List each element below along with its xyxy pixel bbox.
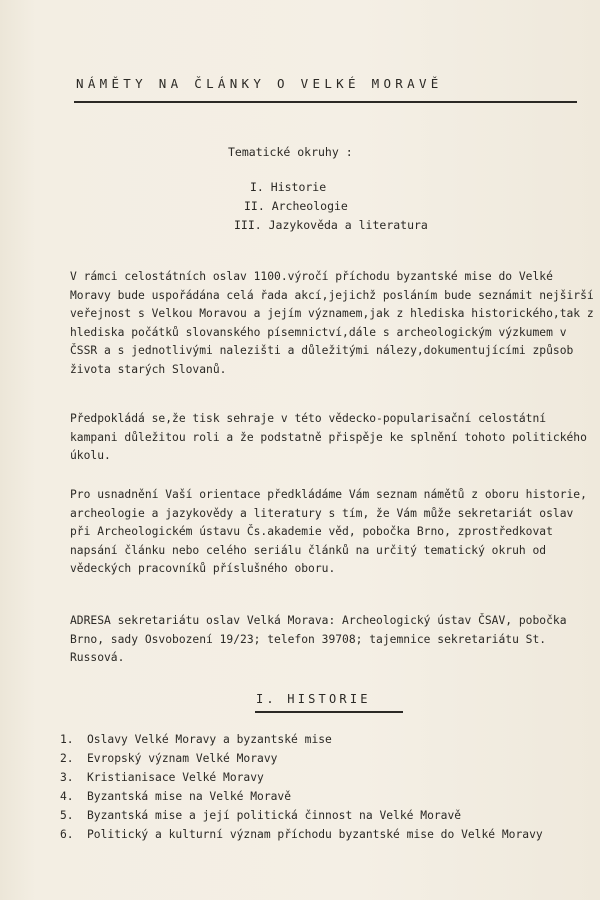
list-item-text: Evropský význam Velké Moravy — [87, 752, 278, 765]
list-item-number: 5. — [60, 809, 74, 822]
list-item — [60, 749, 590, 768]
document-title: NÁMĚTY NA ČLÁNKY O VELKÉ MORAVĚ — [76, 76, 443, 91]
list-item-number: 2. — [60, 752, 74, 765]
list-item-text: Byzantská mise a její politická činnost na Velké Moravě — [87, 809, 462, 822]
list-item-text: Politický a kulturní význam příchodu byzantské mise do Velké Moravy — [87, 828, 543, 841]
list-item-number: 6. — [60, 828, 74, 841]
list-item-text: Kristianisace Velké Moravy — [87, 771, 264, 784]
topic-item: I. Historie — [250, 180, 327, 194]
list-item — [60, 825, 590, 844]
topic-item: III. Jazykověda a literatura — [234, 218, 428, 232]
section-title: I. HISTORIE — [256, 692, 371, 706]
list-item — [60, 787, 590, 806]
press-paragraph: Předpokládá se,že tisk sehraje v této vědecko-popularisační celostátní kampani důležitou roli a že podstatně přispěje ke splnění tohoto politického úkolu. — [70, 412, 587, 462]
list-item — [60, 768, 590, 787]
history-topic-list — [60, 730, 590, 844]
list-item-text: Byzantská mise na Velké Moravě — [87, 790, 292, 803]
list-item-text: Oslavy Velké Moravy a byzantské mise — [87, 733, 332, 746]
intro-paragraph: V rámci celostátních oslav 1100.výročí příchodu byzantské mise do Velké Moravy bude uspořádána celá řada akcí,jejichž posláním bude seznámit nejširší veřejnost s Velkou Moravou a jejím významem,jak z hlediska historického,tak z hlediska počátků slovanského písemnictví,dále s archeologickým výzkumem v ČSSR a s jednotlivými nalezišti a důležitými nálezy,dokumentujícími způsob života starých Slovanů. — [70, 270, 594, 376]
topic-item: II. Archeologie — [244, 199, 348, 213]
topics-heading: Tematické okruhy : — [228, 145, 353, 159]
list-item-number: 1. — [60, 733, 74, 746]
list-item-number: 3. — [60, 771, 74, 784]
list-item — [60, 806, 590, 825]
section-underline — [255, 711, 403, 713]
list-item — [60, 730, 590, 749]
list-item-number: 4. — [60, 790, 74, 803]
title-underline — [74, 101, 577, 103]
orientation-paragraph: Pro usnadnění Vaší orientace předkládáme Vám seznam námětů z oboru historie, archeologie a jazykovědy a literatury s tím, že Vám může sekretariát oslav při Archeologickém ústavu Čs.akademie věd, pobočka Brno, zprostředkovat napsání článku nebo celého seriálu článků na určitý tematický okruh od vědeckých pracovníků příslušného oboru. — [70, 488, 587, 575]
address-paragraph: ADRESA sekretariátu oslav Velká Morava: Archeologický ústav ČSAV, pobočka Brno, sady Osvobození 19/23; telefon 39708; tajemnice sekretariátu St. Russová. — [70, 614, 567, 664]
